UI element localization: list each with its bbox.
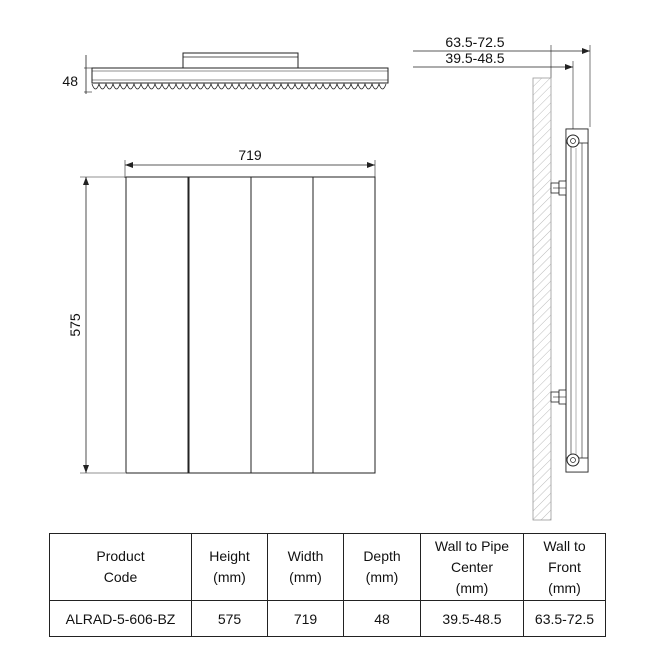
header-height: Height (mm) — [192, 534, 268, 601]
header-width: Width (mm) — [268, 534, 344, 601]
header-depth: Depth (mm) — [344, 534, 421, 601]
height-dimension-label: 575 — [67, 313, 83, 337]
width-dimension-label: 719 — [238, 147, 262, 163]
top-view — [62, 53, 388, 94]
cell-depth: 48 — [344, 601, 421, 637]
wall-to-pipe-dimension-label: 39.5-48.5 — [445, 50, 505, 66]
lower-wall-bracket — [551, 390, 566, 404]
radiator-side-profile — [566, 129, 588, 472]
depth-dimension-label: 48 — [62, 73, 78, 89]
cell-product-code: ALRAD-5-606-BZ — [50, 601, 192, 637]
wall-to-front-dimension-label: 63.5-72.5 — [445, 34, 505, 50]
header-wall-to-front: Wall to Front (mm) — [524, 534, 606, 601]
wall-section — [533, 78, 551, 520]
bottom-pipe-circle — [567, 454, 579, 466]
cell-width: 719 — [268, 601, 344, 637]
specification-table — [49, 533, 606, 637]
upper-wall-bracket — [551, 181, 566, 195]
radiator-panel-4 — [313, 177, 375, 473]
header-product-code: Product Code — [50, 534, 192, 601]
top-view-fin-profile — [92, 84, 386, 89]
front-view — [67, 147, 375, 473]
radiator-panel-2 — [189, 177, 251, 473]
radiator-panel-3 — [251, 177, 313, 473]
top-view-radiator-body — [92, 68, 388, 83]
cell-wall-to-pipe-center: 39.5-48.5 — [421, 601, 524, 637]
side-view — [413, 34, 590, 520]
top-pipe-circle — [567, 135, 579, 147]
table-header-row — [50, 534, 606, 601]
table-row — [50, 601, 606, 637]
cell-height: 575 — [192, 601, 268, 637]
cell-wall-to-front: 63.5-72.5 — [524, 601, 606, 637]
header-wall-to-pipe-center: Wall to Pipe Center (mm) — [421, 534, 524, 601]
radiator-panel-1 — [126, 177, 188, 473]
top-view-pipe-connector — [183, 53, 298, 68]
